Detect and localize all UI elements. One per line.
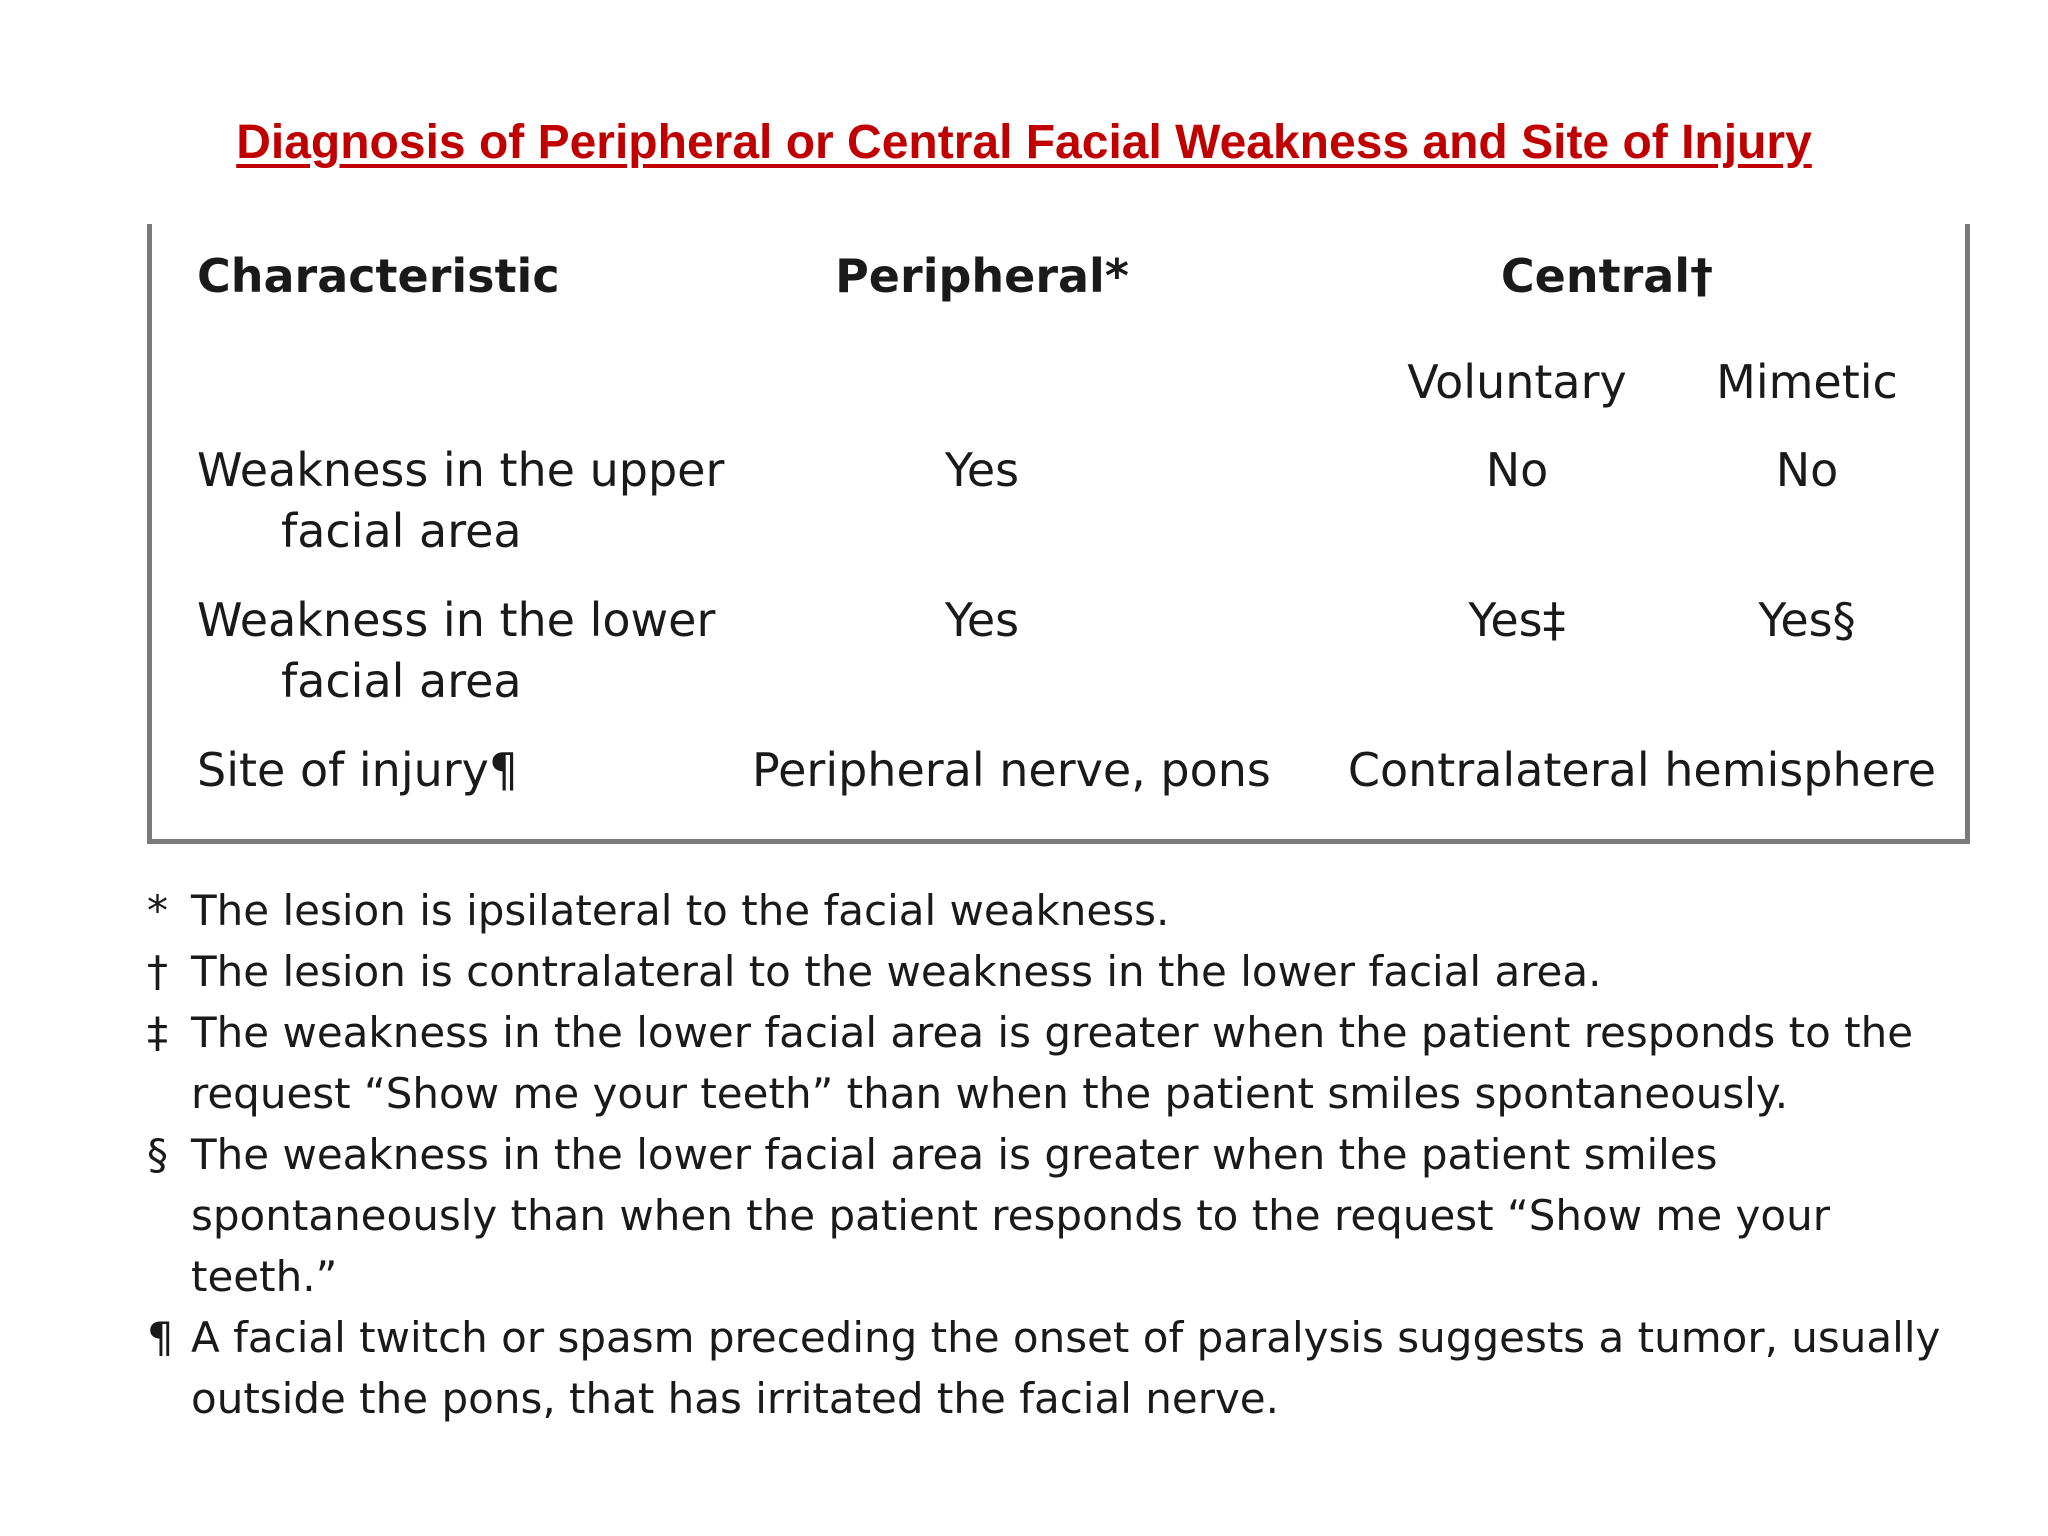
cell-lower-voluntary: Yes‡ <box>1468 593 1566 647</box>
cell-site-central: Contralateral hemisphere <box>1347 743 1937 797</box>
footnote-text: A facial twitch or spasm preceding the onset of paralysis suggests a tumor, usually outside the pons, that has irritated the facial nerve. <box>191 1313 1941 1423</box>
footnote-text: The weakness in the lower facial area is greater when the patient responds to the request “Show me your teeth” than when the patient smiles spontaneously. <box>191 1008 1914 1118</box>
cell-upper-voluntary: No <box>1485 443 1549 497</box>
footnotes <box>147 880 1977 1429</box>
footnote-mark: § <box>147 1130 168 1179</box>
header-characteristic: Characteristic <box>197 249 560 303</box>
footnote <box>147 1124 1977 1307</box>
footnote-text: The lesion is contralateral to the weakness in the lower facial area. <box>191 947 1602 996</box>
subheader-voluntary: Voluntary <box>1407 355 1627 409</box>
footnote-mark: * <box>147 886 168 935</box>
footnote-mark: ¶ <box>147 1313 174 1362</box>
cell-site-peripheral: Peripheral nerve, pons <box>752 743 1271 797</box>
slide-title: Diagnosis of Peripheral or Central Facial Weakness and Site of Injury <box>236 116 1812 169</box>
cell-lower-peripheral: Yes <box>944 593 1020 647</box>
header-central: Central† <box>1500 249 1714 303</box>
header-peripheral: Peripheral* <box>835 249 1129 303</box>
row-label-site: Site of injury¶ <box>197 743 519 797</box>
row-label-upper: Weakness in the upper facial area <box>197 443 725 558</box>
cell-upper-peripheral: Yes <box>944 443 1020 497</box>
footnote-text: The weakness in the lower facial area is greater when the patient smiles spontaneously than when the patient responds to the request “Show me your teeth.” <box>191 1130 1830 1301</box>
cell-upper-mimetic: No <box>1775 443 1839 497</box>
footnote-mark: ‡ <box>147 1008 168 1057</box>
footnote-text: The lesion is ipsilateral to the facial weakness. <box>191 886 1170 935</box>
footnote <box>147 1307 1977 1429</box>
footnote <box>147 1002 1977 1124</box>
footnote <box>147 880 1977 941</box>
footnote <box>147 941 1977 1002</box>
row-label-lower: Weakness in the lower facial area <box>197 593 716 708</box>
diagnosis-table <box>147 224 1970 844</box>
footnote-mark: † <box>147 947 168 996</box>
subheader-mimetic: Mimetic <box>1716 355 1898 409</box>
cell-lower-mimetic: Yes§ <box>1758 593 1856 647</box>
